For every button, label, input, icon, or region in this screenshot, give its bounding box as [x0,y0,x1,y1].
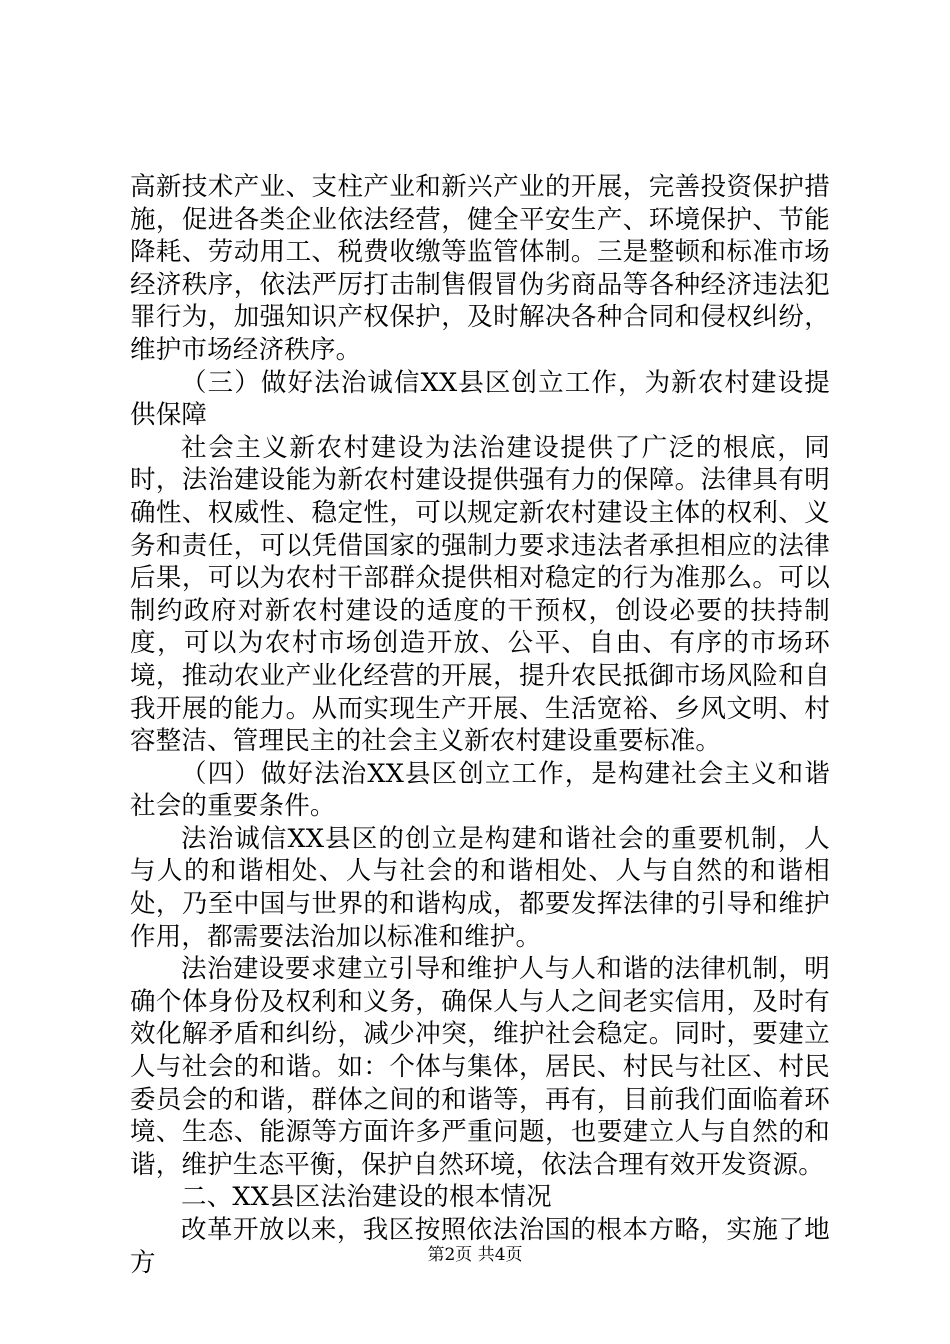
paragraph-3: 法治诚信XX县区的创立是构建和谐社会的重要机制，人与人的和谐相处、人与社会的和谐相处、人与自然的和谐相处，乃至中国与世界的和谐构成，都要发挥法律的引导和维护作用，都需要法治加以标准和维护。 [130,823,830,952]
document-body [130,171,830,1279]
paragraph-5: 改革开放以来，我区按照依法治国的根本方略，实施了地方 [130,1215,830,1278]
section-heading-2: 二、XX县区法治建设的根本情况 [181,1182,552,1213]
page-footer [0,1244,950,1266]
page-number: 第2页 共4页 [427,1245,523,1265]
section-heading-4: （四）做好法治XX县区创立工作，是构建社会主义和谐社会的重要条件。 [130,758,830,822]
paragraph-2: 社会主义新农村建设为法治建设提供了广泛的根底，同时，法治建设能为新农村建设提供强有力的保障。法律具有明确性、权威性、稳定性，可以规定新农村建设主体的权利、义务和责任，可以凭借国家的强制力要求违法者承担相应的法律后果，可以为农村干部群众提供相对稳定的行为准那么。可以制约政府对新农村建设的适度的干预权，创设必要的扶持制度，可以为农村市场创造开放、公平、自由、有序的市场环境，推动农业产业化经营的开展，提升农民抵御市场风险和自我开展的能力。从而实现生产开展、生活宽裕、乡风文明、村容整洁、管理民主的社会主义新农村建设重要标准。 [130,432,830,757]
paragraph-4: 法治建设要求建立引导和维护人与人和谐的法律机制，明确个体身份及权利和义务，确保人与人之间老实信用，及时有效化解矛盾和纠纷，减少冲突，维护社会稳定。同时，要建立人与社会的和谐。如：个体与集体，居民、村民与社区、村民委员会的和谐，群体之间的和谐等，再有，目前我们面临着环境、生态、能源等方面许多严重问题，也要建立人与自然的和谐，维护生态平衡，保护自然环境，依法合理有效开发资源。 [130,954,830,1180]
paragraph-1: 高新技术产业、支柱产业和新兴产业的开展，完善投资保护措施，促进各类企业依法经营，健全平安生产、环境保护、节能降耗、劳动用工、税费收缴等监管体制。三是整顿和标准市场经济秩序，依法严厉打击制售假冒伪劣商品等各种经济违法犯罪行为，加强知识产权保护，及时解决各种合同和侵权纠纷，维护市场经济秩序。 [130,172,830,365]
section-heading-3: （三）做好法治诚信XX县区创立工作，为新农村建设提供保障 [130,367,830,431]
